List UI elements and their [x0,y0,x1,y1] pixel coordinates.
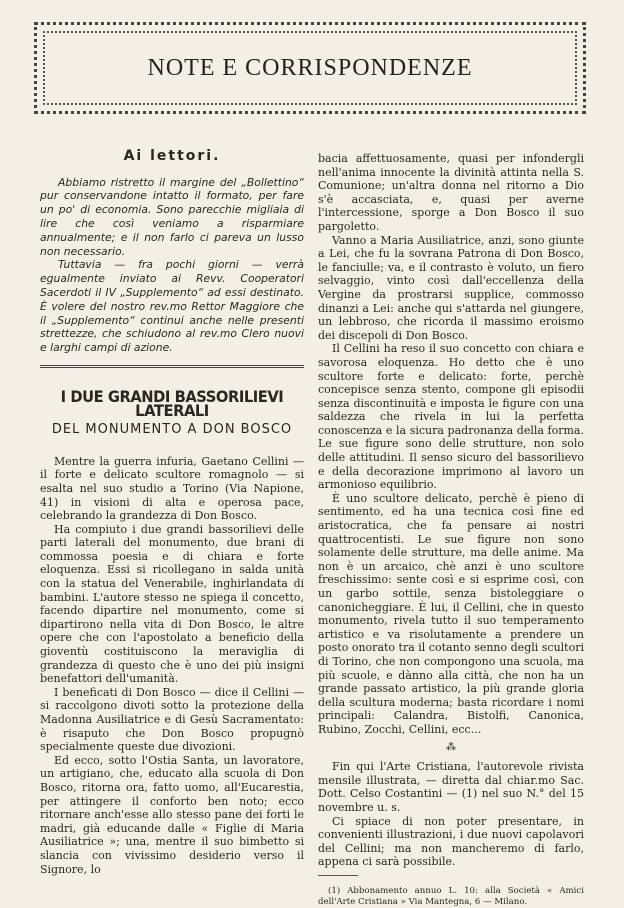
article-paragraph: bacia affettuosamente, quasi per infondergli nell'anima innocente la divinità attinta nella S. Comunione; un'altra donna nel ritorno a Dio s'è accasciata, e, quasi per averne l'intercessione, sporge a Don Bosco il suo pargoletto. [318,152,584,233]
notice-title: Ai lettori. [123,148,221,164]
page-title: NOTE E CORRISPONDENZE [147,54,473,81]
left-column [40,150,304,876]
closing-paragraph: Ci spiace di non poter presentare, in convenienti illustrazioni, i due nuovi capolavori del Cellini; ma non mancheremo di farlo, appena ci sarà possibile. [318,814,584,869]
notice-block [40,176,304,355]
closing-paragraph: Fin qui l'Arte Cristiana, l'autorevole rivista mensile illustrata, — diretta dal chiar.mo Sac. Dott. Celso Costantini — (1) nel suo N.° del 15 novembre u. s. [318,760,584,814]
article-paragraph: È uno scultore delicato, perchè è pieno di sentimento, ed ha una tecnica così fine ed aristocratica, che fa pensare ai nostri quattrocentisti. Le sue figure non sono solamente delle strutture, ma delle anime. Ma non è un arcaico, chè anzi è uno scultore freschissimo: sente così e si esprime così, con un garbo sottile, senza bistoleggiare o canonicheggiare. È lui, il Cellini, che in questo monumento, rivela tutto il suo temperamento artistico e va risolutamente a prendere un posto onorato tra il cotanto senno degli scultori di Torino, che non compongono una scuola, ma più scuole, e dànno alla città, che non ha un grande passato artistico, la più grande gloria della scultura moderna; basta ricordare i nomi principali: Calandra, Bistolfi, Canonica, Rubino, Zocchi, Cellini, ecc... [318,491,584,736]
article-subtitle: DEL MONUMENTO A DON BOSCO [51,422,293,438]
section-divider [40,365,304,368]
article-paragraph: Mentre la guerra infuria, Gaetano Cellini — il forte e delicato scultore romagnolo — si esalta nel suo studio a Torino (Via Napione, 41) in visioni di alta e operosa pace, celebrando la grandezza di Don Bosco. [40,454,304,523]
notice-paragraph-2: Tuttavia — fra pochi giorni — verrà egualmente inviato ai Revv. Cooperatori Sacerdoti il IV „Supplemento“ ad essi destinato. È volere del nostro rev.mo Rettor Maggiore che il „Supplemento“ continui anche nelle presenti strettezze, che schiudono al rev.mo Clero nuovi e larghi campi di azione. [40,258,304,355]
article-paragraph: Il Cellini ha reso il suo concetto con chiara e savorosa eloquenza. Ho detto che è uno scultore forte e delicato: forte, perchè concepisce senza stento, compone gli episodii senza discontinuità e imposta le figure con una saldezza che rivela in lui la perfetta conoscenza e la sicura padronanza della forma. Le sue figure sono delle strutture, non solo delle attitudini. Il senso sicuro del bassorilievo e della decorazione imprimono al lavoro un armonioso equilibrio. [318,342,584,492]
asterism: ⁂ [446,741,456,753]
notice-paragraph-1: Abbiamo ristretto il margine del „Bollettino“ pur conservandone intatto il formato, per fare un po' di economia. Sono parecchie migliaia di lire che così veniamo a risparmiare annualmente; e il non farlo ci pareva un lusso non necessario. [40,175,304,258]
right-column [318,152,584,908]
article-paragraph: I beneficati di Don Bosco — dice il Cellini — si raccolgono divoti sotto la protezione della Madonna Ausiliatrice e di Gesù Sacramentato: è risaputo che Don Bosco propugnò specialmente queste due divozioni. [40,685,304,754]
header-inner-frame [43,31,577,105]
header-frame [34,22,586,114]
article-paragraph: Ed ecco, sotto l'Ostia Santa, un lavoratore, un artigiano, che, educato alla scuola di Don Bosco, ritorna ora, fatto uomo, all'Eucarestia, per attingere il conforto ben noto; ecco ritornare anch'esse allo stesso pane dei forti le madri, già educande dalle « Figlie di Maria Ausiliatrice »; una, mentre il suo bimbetto si slancia con vivissimo desiderio verso il Signore, lo [40,753,304,876]
footnote-rule [318,875,358,876]
article-paragraph: Vanno a Maria Ausiliatrice, anzi, sono giunte a Lei, che fu la sovrana Patrona di Don Bosco, le fanciulle; va, e il contrasto è voluto, un fiero selvaggio, vinto così dall'eccellenza della Vergine da prostrarsi supplice, commosso dinanzi a Lei: anche qui s'attarda nel giungere, un lebbroso, che ricorda il massimo eroismo dei discepoli di Don Bosco. [318,233,584,342]
footnote: (1) Abbonamento annuo L. 10: alla Società « Amici dell'Arte Cristiana » Via Mantegna, 6 — Milano. [318,885,584,907]
article-title: I DUE GRANDI BASSORILIEVI LATERALI [60,386,284,420]
article-paragraph: Ha compiuto i due grandi bassorilievi delle parti laterali del monumento, due brani di commossa poesia e di chiara e forte eloquenza. Essi si ricollegano in salda unità con la statua del Venerabile, inghirlandata di bambini. L'autore stesso ne spiega il concetto, facendo dipartire nel monumento, come si dipartirono nella vita di Don Bosco, le altre opere che con l'apostolato a beneficio della gioventù costituiscono la meraviglia di grandezza di questo che è uno dei più insigni benefattori dell'umanità. [40,522,304,686]
